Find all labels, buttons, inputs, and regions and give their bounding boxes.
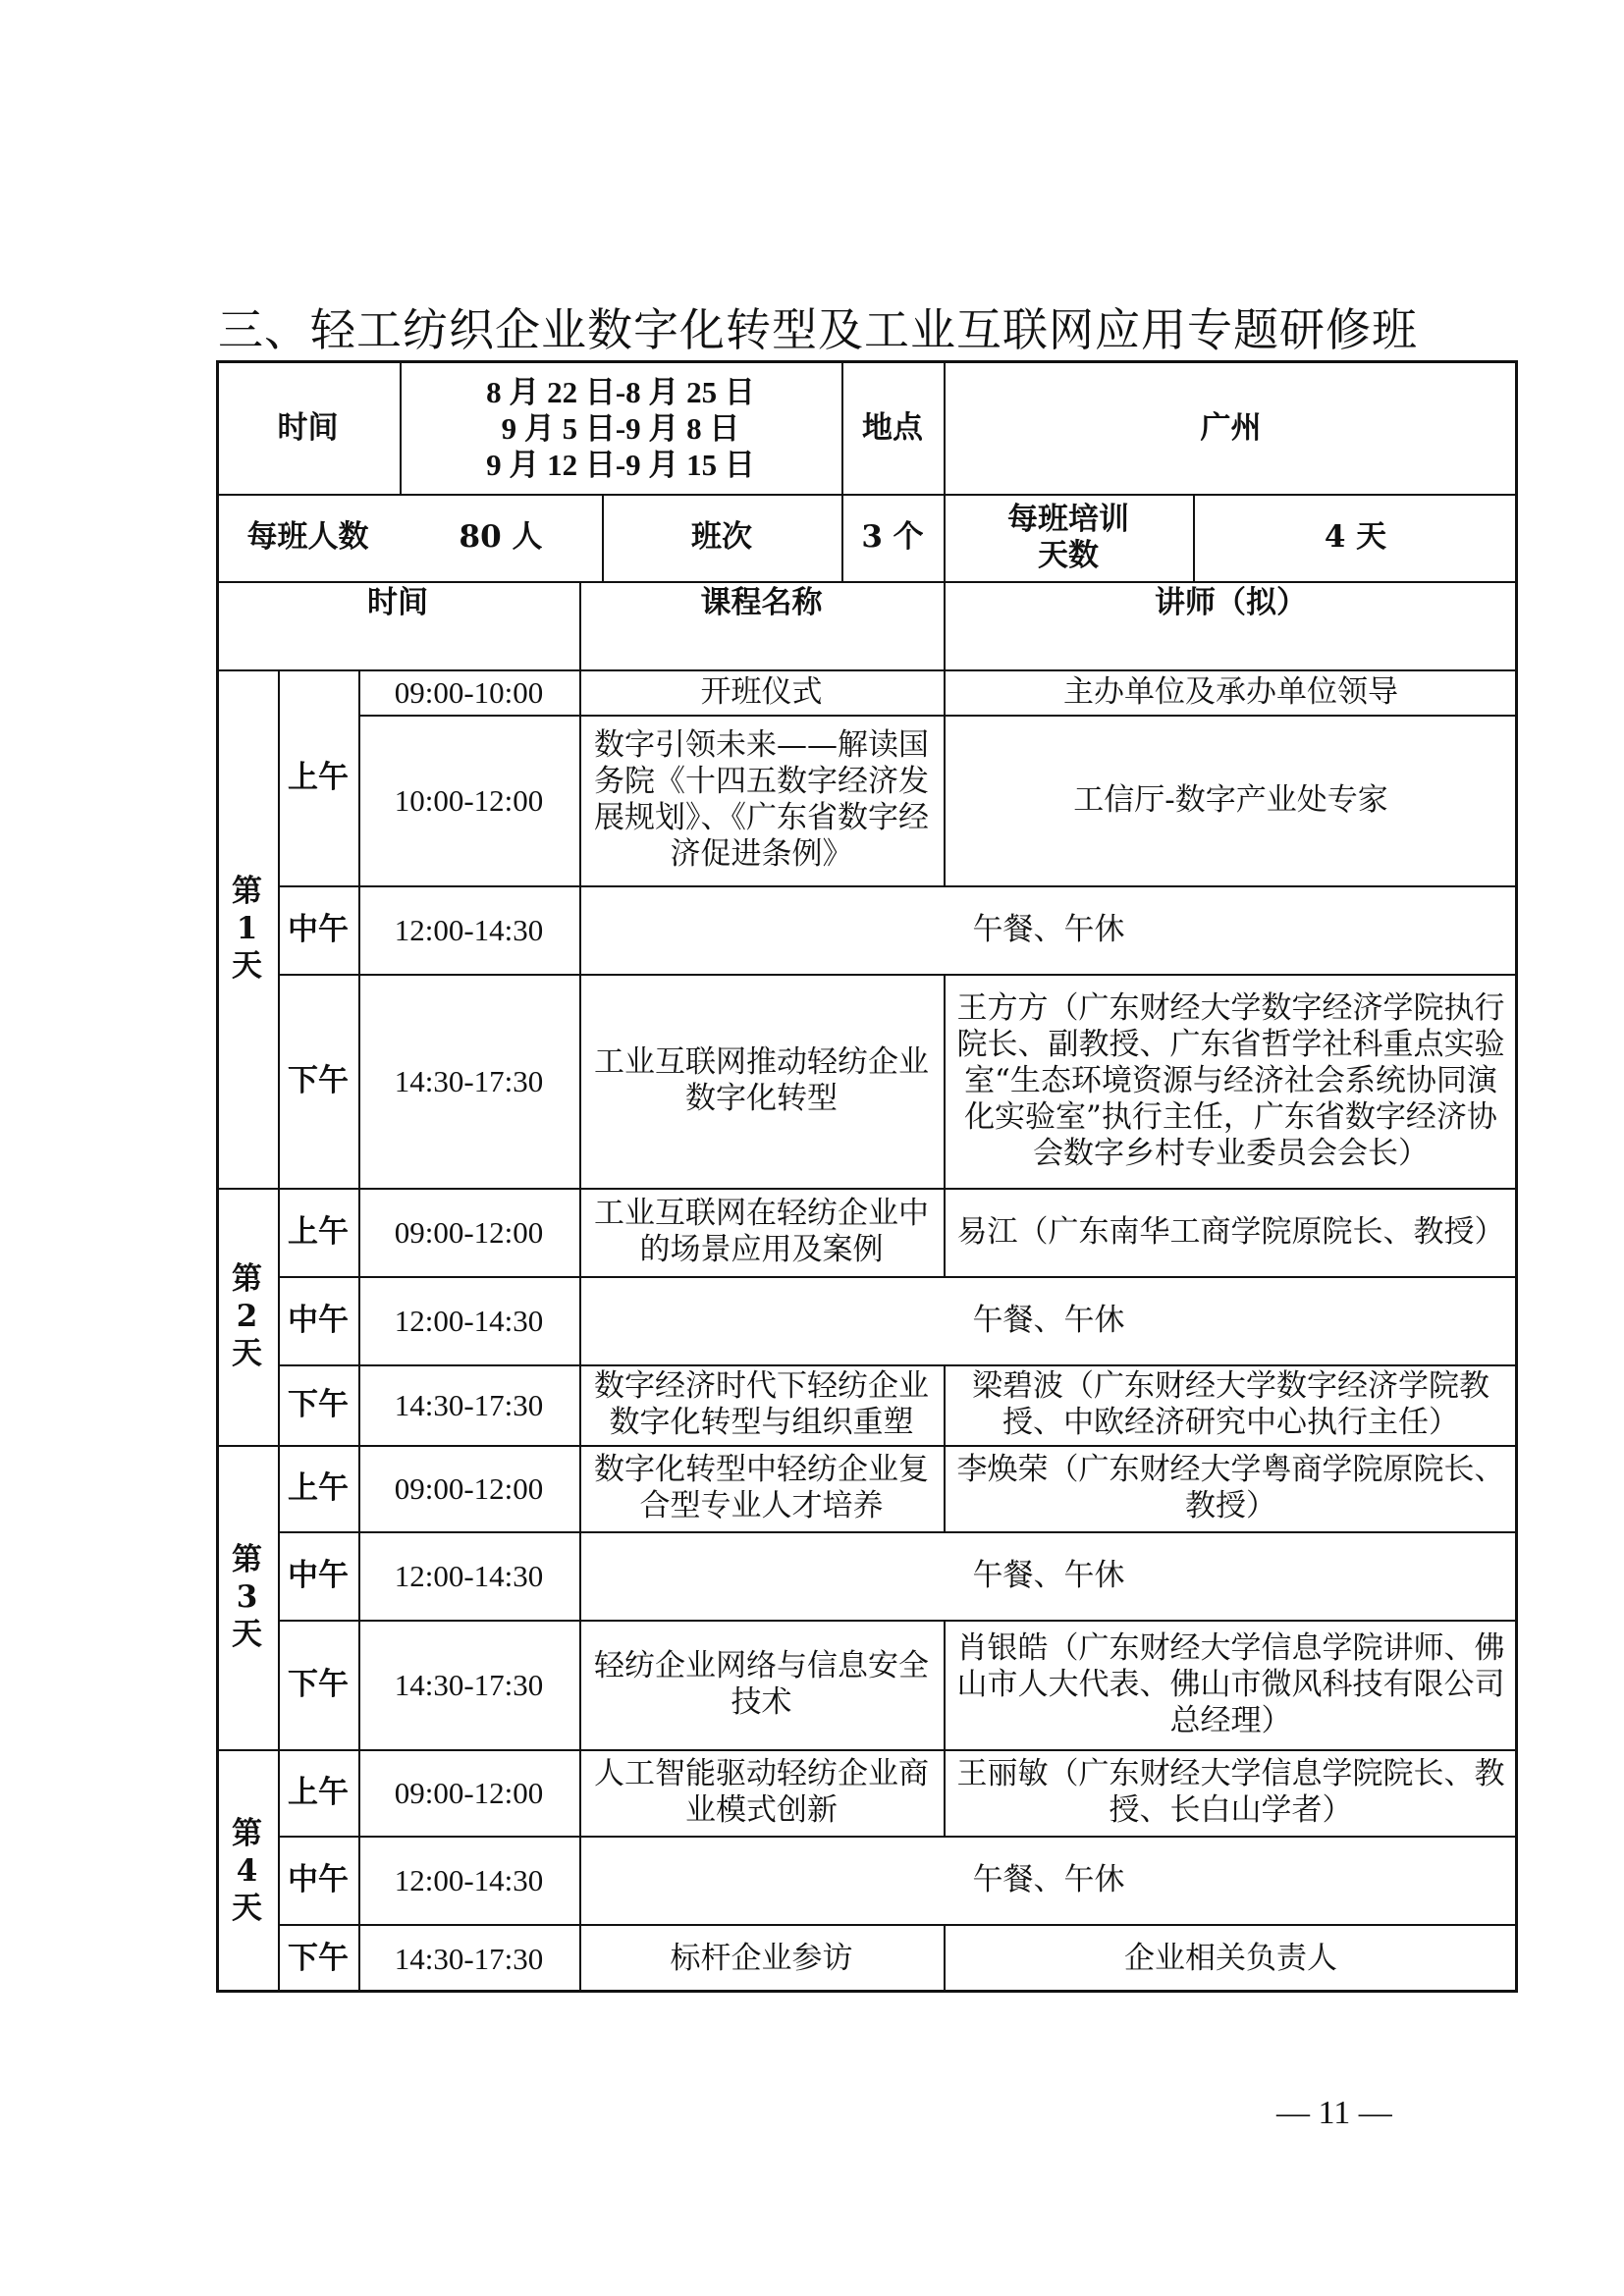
course-name: 数字经济时代下轻纺企业 数字化转型与组织重塑 (594, 1368, 929, 1440)
class-count-label: 班次 (691, 519, 752, 555)
section-title: 三、轻工纺织企业数字化转型及工业互联网应用专题研修班 (218, 303, 1418, 356)
session-time: 14:30-17:30 (394, 1667, 544, 1702)
training-days-label: 每班培训 天数 (1007, 501, 1129, 573)
course-name: 轻纺企业网络与信息安全 技术 (594, 1648, 929, 1720)
lecturer: 李焕荣（广东财经大学粤商学院原院长、 教授） (956, 1452, 1505, 1523)
period-pm: 下午 (288, 1940, 349, 1976)
rule-mask (944, 1278, 946, 1364)
place-value: 广州 (1200, 410, 1262, 446)
day-label: 第 3 天 (232, 1542, 262, 1652)
lecturer: 梁碧波（广东财经大学数字经济学院教 授、中欧经济研究中心执行主任） (972, 1368, 1489, 1440)
period-am: 上午 (288, 1469, 349, 1506)
rule-mask (944, 1533, 946, 1620)
course-name: 数字化转型中轻纺企业复 合型专业人才培养 (594, 1452, 929, 1523)
lecturer: 王丽敏（广东财经大学信息学院院长、教 授、长白山学者） (956, 1756, 1505, 1828)
period-noon: 中午 (288, 1302, 349, 1338)
header-course: 课程名称 (700, 585, 823, 620)
course-name: 工业互联网在轻纺企业中 的场景应用及案例 (594, 1196, 929, 1267)
session-time: 12:00-14:30 (394, 1558, 544, 1593)
session-time: 12:00-14:30 (394, 1862, 544, 1897)
session-time: 09:00-10:00 (394, 674, 544, 710)
course-name: 标杆企业参访 (670, 1940, 853, 1976)
lunch-break: 午餐、午休 (972, 1557, 1125, 1593)
session-time: 14:30-17:30 (394, 1387, 544, 1422)
header-lecturer: 讲师（拟） (1155, 585, 1307, 620)
class-count-value: 3 个 (861, 519, 924, 555)
course-name: 人工智能驱动轻纺企业商 业模式创新 (594, 1756, 929, 1828)
lunch-break: 午餐、午休 (972, 1302, 1125, 1338)
session-time: 14:30-17:30 (394, 1063, 544, 1098)
header-time: 时间 (367, 585, 428, 620)
lecturer: 肖银皓（广东财经大学信息学院讲师、佛 山市人大代表、佛山市微风科技有限公司 总经理） (956, 1629, 1505, 1738)
session-time: 14:30-17:30 (394, 1941, 544, 1976)
lunch-break: 午餐、午休 (972, 1861, 1125, 1897)
lecturer: 工信厅-数字产业处专家 (1073, 781, 1388, 818)
period-am: 上午 (288, 1774, 349, 1810)
course-name: 开班仪式 (700, 673, 823, 710)
class-size-label: 每班人数 (246, 519, 369, 555)
session-time: 12:00-14:30 (394, 1303, 544, 1338)
class-size-value: 80 人 (459, 519, 543, 555)
period-noon: 中午 (288, 1557, 349, 1593)
rule-mask (944, 1838, 946, 1924)
day-label: 第 1 天 (232, 874, 262, 984)
session-time: 09:00-12:00 (394, 1775, 544, 1810)
period-pm: 下午 (288, 1062, 349, 1098)
period-pm: 下午 (288, 1386, 349, 1422)
place-label: 地点 (862, 410, 923, 446)
period-pm: 下午 (288, 1666, 349, 1702)
period-noon: 中午 (288, 911, 349, 947)
time-label: 时间 (277, 410, 339, 446)
lecturer: 主办单位及承办单位领导 (1063, 673, 1398, 710)
day-label: 第 4 天 (232, 1816, 262, 1926)
period-am: 上午 (288, 1213, 349, 1250)
period-noon: 中午 (288, 1861, 349, 1897)
session-time: 12:00-14:30 (394, 912, 544, 947)
rule-mask (944, 887, 946, 974)
training-days-value: 4 天 (1324, 519, 1387, 555)
lecturer: 易江（广东南华工商学院原院长、教授） (956, 1213, 1505, 1250)
lecturer: 王方方（广东财经大学数字经济学院执行 院长、副教授、广东省哲学社科重点实验 室“生态环境资源与经济社会系统协同演 化实验室”执行主任，广东省数字经济协 会数字乡村专业委员会会长） (956, 989, 1505, 1171)
page-number: — 11 — (1276, 2095, 1392, 2131)
course-name: 数字引领未来——解读国 务院《十四五数字经济发 展规划》、《广东省数字经 济促进条例》 (594, 727, 929, 872)
session-time: 09:00-12:00 (394, 1470, 544, 1506)
session-time: 09:00-12:00 (394, 1214, 544, 1250)
day-label: 第 2 天 (232, 1261, 262, 1371)
lecturer: 企业相关负责人 (1124, 1940, 1337, 1976)
date-range: 8 月 22 日-8 月 25 日 9 月 5 日-9 月 8 日 9 月 12 日-9 月 15 日 (486, 375, 755, 482)
session-time: 10:00-12:00 (394, 782, 544, 818)
course-name: 工业互联网推动轻纺企业 数字化转型 (594, 1044, 929, 1116)
period-am: 上午 (288, 759, 349, 795)
lunch-break: 午餐、午休 (972, 911, 1125, 947)
